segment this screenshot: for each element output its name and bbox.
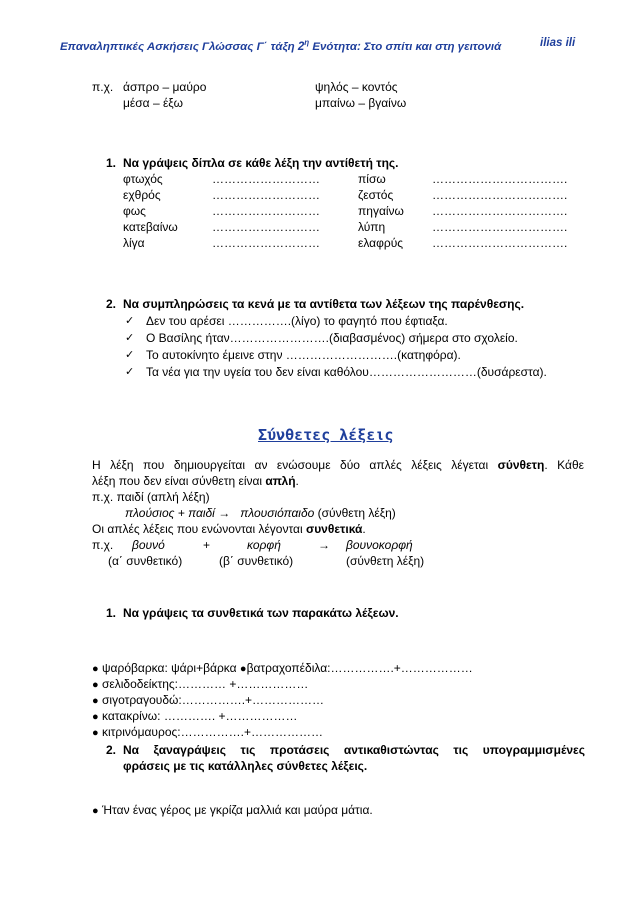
bullet-icon: ●: [239, 663, 247, 675]
checkmark-icon: ✓: [125, 314, 135, 327]
theory-example-arrow: →: [318, 538, 330, 552]
ex1-left-blank[interactable]: ………………………: [212, 172, 320, 186]
ex1-left-blank[interactable]: ………………………: [212, 204, 320, 218]
ex1-right-blank[interactable]: …………………………….: [432, 236, 568, 250]
theory-example-prefix: π.χ.: [92, 538, 114, 552]
ex1-left-blank[interactable]: ………………………: [212, 220, 320, 234]
section-title: Σύνθετες λέξεις: [258, 426, 394, 444]
theory-label-3: (σύνθετη λέξη): [346, 554, 425, 568]
bullet-icon: ●: [92, 727, 99, 739]
ex1-right-word: πηγαίνω: [358, 204, 404, 218]
ex3-line: ● σιγοτραγουδώ:…………….+………………: [92, 693, 325, 707]
ex1-left-word: λίγα: [123, 236, 145, 250]
ex1-left-word: εχθρός: [123, 188, 161, 202]
checkmark-icon: ✓: [125, 331, 135, 344]
ex3-number: 1.: [106, 606, 117, 620]
ex3-instruction: Να γράψεις τα συνθετικά των παρακάτω λέξεων.: [123, 606, 399, 620]
ex1-right-blank[interactable]: …………………………….: [432, 204, 568, 218]
ex1-right-blank[interactable]: …………………………….: [432, 220, 568, 234]
theory-label-2: (β΄ συνθετικό): [219, 554, 294, 568]
checkmark-icon: ✓: [125, 365, 135, 378]
ex1-left-word: φως: [123, 204, 146, 218]
example-right-2: μπαίνω – βγαίνω: [315, 96, 407, 110]
theory-line-3: π.χ. παιδί (απλή λέξη): [92, 490, 210, 504]
ex1-right-word: πίσω: [358, 172, 386, 186]
theory-line-4: πλούσιος + παιδί → πλουσιόπαιδο (σύνθετη λέξη): [125, 506, 396, 520]
ex4-instruction-line-1: Να ξαναγράψεις τις προτάσεις αντικαθιστώντας τις υπογραμμισμένες: [123, 743, 585, 757]
ex1-right-word: ελαφρύς: [358, 236, 404, 250]
example-left-1: άσπρο – μαύρο: [123, 80, 207, 94]
ex4-instruction-line-2: φράσεις με τις κατάλληλες σύνθετες λέξεις.: [123, 759, 368, 773]
ex2-instruction: Να συμπληρώσεις τα κενά με τα αντίθετα των λέξεων της παρένθεσης.: [123, 297, 525, 311]
bullet-icon: ●: [92, 679, 99, 691]
ex3-line: ● σελιδοδείκτης:………… +………………: [92, 677, 309, 691]
ex2-sentence: Δεν του αρέσει …………….(λίγο) το φαγητό που έφτιαξα.: [146, 314, 448, 328]
theory-line-5: Οι απλές λέξεις που ενώνονται λέγονται συνθετικά.: [92, 522, 366, 536]
ex1-left-word: φτωχός: [123, 172, 163, 186]
ex1-right-blank[interactable]: …………………………….: [432, 188, 568, 202]
theory-label-1: (α΄ συνθετικό): [108, 554, 183, 568]
ex3-line: ● κιτρινόμαυρος:…………….+………………: [92, 725, 323, 739]
ex2-sentence: Τα νέα για την υγεία του δεν είναι καθόλου………………………(δυσάρεστα).: [146, 365, 547, 379]
theory-example-word-3: βουνοκορφή: [346, 538, 413, 552]
ex1-instruction: Να γράψεις δίπλα σε κάθε λέξη την αντίθετή της.: [123, 156, 399, 170]
ex1-right-word: λύπη: [358, 220, 386, 234]
bullet-icon: ●: [92, 805, 99, 817]
theory-example-word-2: κορφή: [247, 538, 281, 552]
page-header: [60, 36, 600, 54]
ex4-number: 2.: [106, 743, 117, 757]
ex3-line: ● κατακρίνω: …………. +………………: [92, 709, 298, 723]
theory-example-word-1: βουνό: [132, 538, 165, 552]
theory-example-plus: +: [203, 538, 211, 552]
ex2-sentence: Το αυτοκίνητο έμεινε στην ……………………….(κατηφόρα).: [146, 348, 461, 362]
checkmark-icon: ✓: [125, 348, 135, 361]
ex4-sentence: ● Ήταν ένας γέρος με γκρίζα μαλλιά και μαύρα μάτια.: [92, 803, 373, 817]
ex3-line-1: ● ψαρόβαρκα: ψάρι+βάρκα ●βατραχοπέδιλα:…………….+………………: [92, 661, 473, 675]
ex1-number: 1.: [106, 156, 117, 170]
ex1-left-word: κατεβαίνω: [123, 220, 178, 234]
ex1-right-word: ζεστός: [358, 188, 394, 202]
example-prefix: π.χ.: [92, 80, 114, 94]
header-title: Επαναληπτικές Ασκήσεις Γλώσσας Γ΄ τάξη $2^\eta$ Ενότητα: Στο σπίτι και στη γειτονιά: [60, 38, 502, 53]
example-left-2: μέσα – έξω: [123, 96, 184, 110]
bullet-icon: ●: [92, 663, 99, 675]
ex2-sentence: Ο Βασίλης ήταν…………………….(διαβασμένος) σήμερα στο σχολείο.: [146, 331, 518, 345]
bullet-icon: ●: [92, 695, 99, 707]
ex1-left-blank[interactable]: ………………………: [212, 236, 320, 250]
theory-line-2: λέξη που δεν είναι σύνθετη είναι απλή.: [92, 474, 299, 488]
theory-line-1: Η λέξη που δημιουργείται αν ενώσουμε δύο απλές λέξεις λέγεται σύνθετη. Κάθε: [92, 458, 584, 472]
ex1-left-blank[interactable]: ………………………: [212, 188, 320, 202]
example-right-1: ψηλός – κοντός: [315, 80, 398, 94]
ex1-right-blank[interactable]: …………………………….: [432, 172, 568, 186]
ex2-number: 2.: [106, 297, 117, 311]
header-author: ilias ili: [540, 37, 576, 49]
bullet-icon: ●: [92, 711, 99, 723]
